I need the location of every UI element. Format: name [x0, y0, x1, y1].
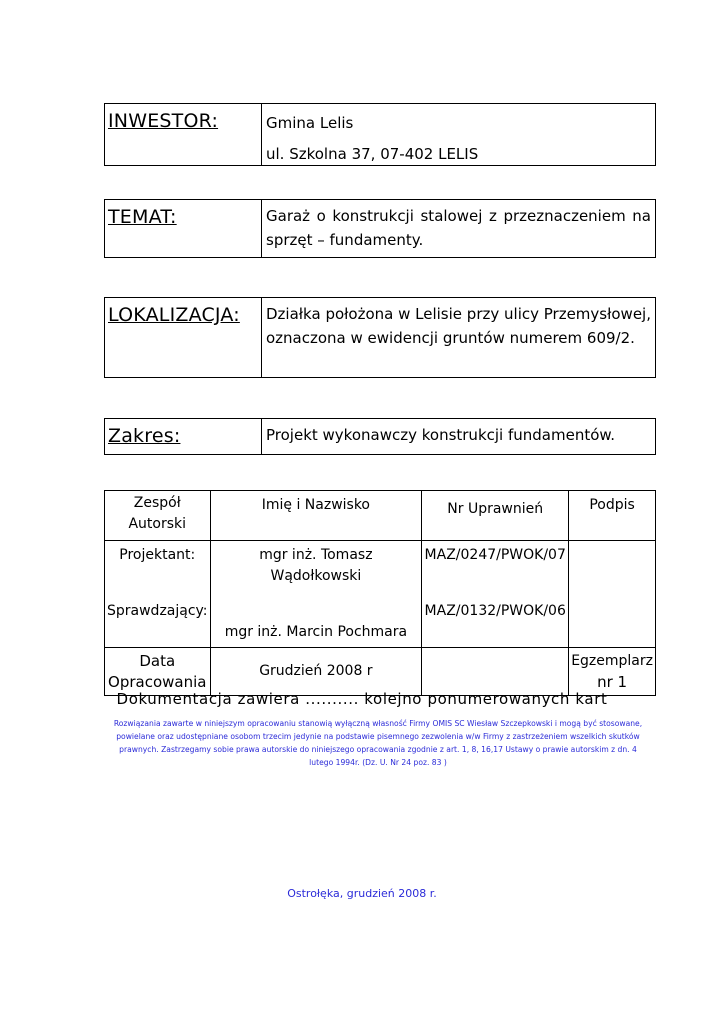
legal-note: Rozwiązania zawarte w niniejszym opracowaniu stanowią wyłączną własność Firmy OMIS SC Wiesław Szczepkowski i mogą być stosowane, powielane oraz udostępniane osobom trzecim jedynie na podstawie pisemnego zezwolenia w/w Firmy z zastrzeżeniem wszelkich skutków prawnych. Zastrzegamy sobie prawa autorskie do niniejszego opracowania zgodnie z art. 1, 8, 16,17 Ustawy o prawie autorskim z dn. 4 lutego 1994r. (Dz. U. Nr 24 poz. 83 ) [113, 719, 643, 767]
topic-label: TEMAT: [105, 200, 262, 257]
topic-box [104, 199, 656, 258]
scope-label: Zakres: [105, 419, 262, 454]
investor-box [104, 103, 656, 166]
copy-number: nr 1 [597, 672, 628, 691]
date-label-cell [105, 648, 211, 696]
investor-address: ul. Szkolna 37, 07-402 LELIS [266, 145, 479, 163]
date-label-line1: Data [139, 651, 176, 670]
copy-cell [569, 648, 656, 696]
date-row [105, 648, 656, 696]
date-label-line2: Opracowania [108, 672, 207, 691]
location-text: Działka położona w Lelisie przy ulicy Przemysłowej, oznaczona w ewidencji gruntów numerem 609/2. [266, 305, 651, 347]
scope-text: Projekt wykonawczy konstrukcji fundamentów. [266, 426, 616, 444]
signature-cell [569, 541, 656, 648]
checker-role: Sprawdzający: [107, 603, 208, 619]
signature-header: Podpis [569, 491, 656, 541]
place-date-footer: Ostrołęka, grudzień 2008 r. [287, 887, 437, 900]
checker-license: MAZ/0132/PWOK/06 [424, 603, 566, 619]
team-header-line1: Zespół [133, 495, 181, 511]
date-value: Grudzień 2008 r [210, 648, 422, 696]
team-header-line2: Autorski [128, 516, 187, 532]
investor-value [262, 104, 655, 165]
authors-row [105, 541, 656, 648]
roles-cell [105, 541, 211, 648]
names-cell [210, 541, 422, 648]
investor-label: INWESTOR: [105, 104, 262, 165]
empty-cell [422, 648, 569, 696]
topic-text: Garaż o konstrukcji stalowej z przeznaczeniem na sprzęt – fundamenty. [266, 207, 651, 249]
location-label: LOKALIZACJA: [105, 298, 262, 377]
team-header-row [105, 491, 656, 541]
designer-license: MAZ/0247/PWOK/07 [424, 547, 566, 563]
team-table [104, 490, 656, 696]
licenses-cell [422, 541, 569, 648]
license-header: Nr Uprawnień [422, 491, 569, 541]
designer-role: Projektant: [119, 547, 196, 563]
location-box [104, 297, 656, 378]
team-header-cell [105, 491, 211, 541]
document-heading: Dokumentacja zawiera .......... kolejno ponumerowanych kart [116, 690, 608, 708]
copy-label: Egzemplarz [571, 652, 653, 669]
checker-name: mgr inż. Marcin Pochmara [224, 624, 408, 640]
scope-box [104, 418, 656, 455]
name-header: Imię i Nazwisko [210, 491, 422, 541]
investor-name: Gmina Lelis [266, 114, 354, 132]
designer-name: mgr inż. Tomasz Wądołkowski [259, 547, 373, 584]
